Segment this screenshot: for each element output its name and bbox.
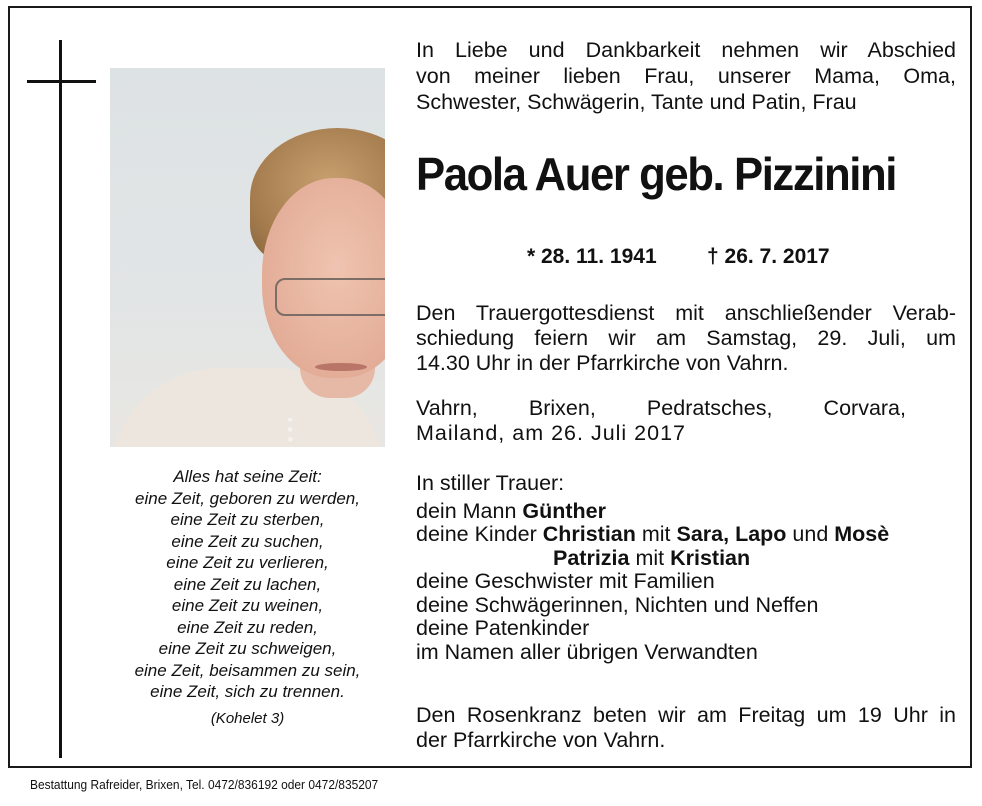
cross-icon [59, 40, 62, 758]
intro-text [416, 37, 956, 115]
husband-name: Günther [522, 498, 606, 523]
poem-line: eine Zeit, geboren zu werden, [135, 488, 360, 508]
funeral-home-footer: Bestattung Rafreider, Brixen, Tel. 0472/836192 oder 0472/835207 [30, 777, 379, 792]
place-line: Mailand, am 26. Juli 2017 [416, 421, 687, 445]
poem [110, 466, 385, 703]
rosary-line: der Pfarrkirche von Vahrn. [416, 728, 666, 752]
service-line: schiedung feiern wir am Samstag, 29. Juli, um [416, 326, 956, 350]
intro-line: Schwester, Schwägerin, Tante und Patin, Frau [416, 90, 857, 114]
poem-line: eine Zeit zu lachen, [173, 574, 322, 594]
mourners-heading: In stiller Trauer: [416, 471, 565, 495]
poem-line: eine Zeit zu weinen, [171, 596, 324, 615]
place-date [416, 396, 906, 446]
poem-line: eine Zeit, beisammen zu sein, [134, 660, 361, 680]
poem-line: eine Zeit zu suchen, [171, 531, 324, 551]
birth-date: * 28. 11. 1941 [527, 245, 657, 268]
poem-line: eine Zeit zu reden, [177, 617, 318, 637]
place-line: Vahrn, Brixen, Pedratsches, Corvara, [416, 396, 906, 420]
mourner-children: deine Kinder Christian mit Sara, Lapo und Mosè [416, 522, 890, 546]
poem-source: (Kohelet 3) [210, 710, 285, 727]
rosary-info [416, 703, 956, 753]
mourner-line: im Namen aller übrigen Verwandten [416, 639, 758, 664]
service-line: Den Trauergottesdienst mit anschließender Verab- [416, 301, 956, 325]
poem-line: eine Zeit, sich zu trennen. [150, 682, 345, 701]
mourner-husband: dein Mann Günther [416, 498, 606, 523]
poem-line: eine Zeit zu verlieren, [166, 553, 329, 572]
mourners-list [416, 472, 956, 664]
portrait-photo [110, 68, 385, 447]
mourner-line: deine Geschwister mit Familien [416, 569, 715, 593]
poem-line: eine Zeit zu schweigen, [158, 639, 337, 658]
mourner-children-2: Patrizia mit Kristian [553, 545, 751, 570]
mourner-line: deine Schwägerinnen, Nichten und Neffen [416, 592, 819, 617]
cross-icon-bar [27, 80, 96, 83]
intro-line: In Liebe und Dankbarkeit nehmen wir Abschied [416, 38, 956, 62]
rosary-line: Den Rosenkranz beten wir am Freitag um 19 Uhr in [416, 703, 956, 727]
deceased-name: Paola Auer geb. Pizzinini [416, 148, 896, 200]
death-date: † 26. 7. 2017 [707, 245, 830, 268]
service-line: 14.30 Uhr in der Pfarrkirche von Vahrn. [416, 351, 789, 375]
intro-line: von meiner lieben Frau, unserer Mama, Oma, [416, 64, 956, 88]
poem-line: eine Zeit zu sterben, [170, 510, 325, 529]
mourner-line: deine Patenkinder [416, 616, 590, 640]
poem-line: Alles hat seine Zeit: [173, 467, 322, 486]
service-info [416, 301, 956, 376]
